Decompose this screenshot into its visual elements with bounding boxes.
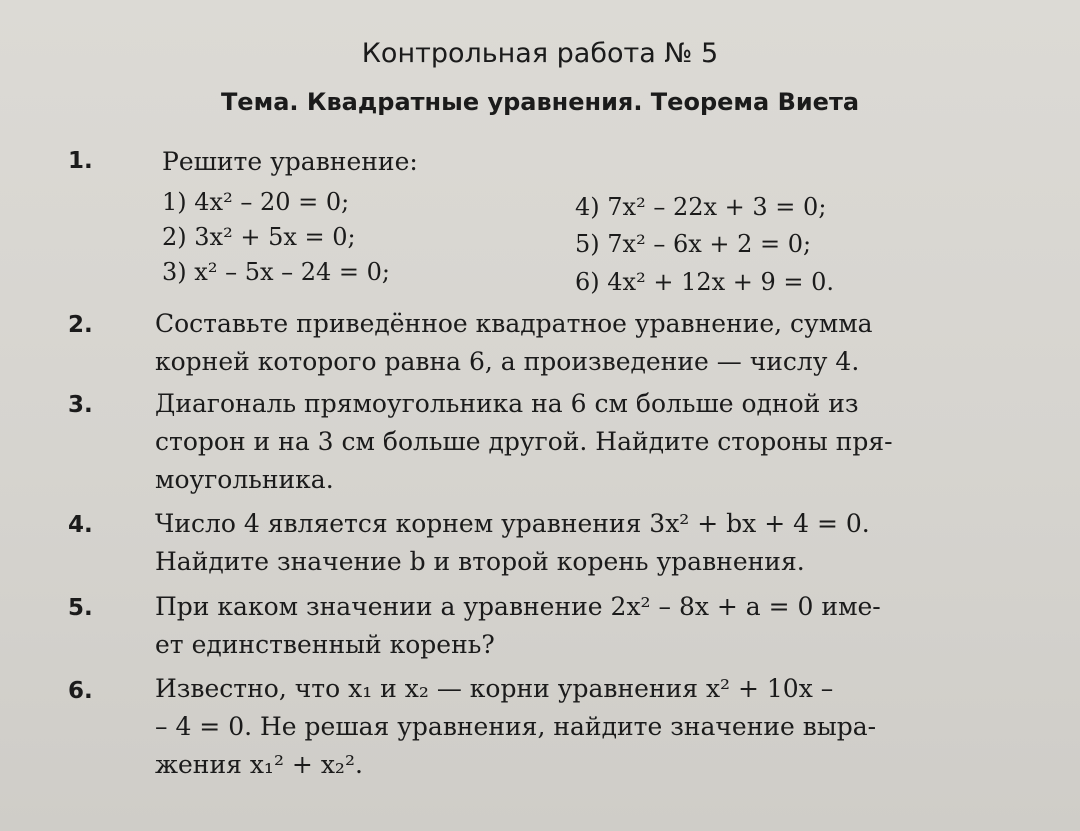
subtitle-topic: Квадратные уравнения. Теорема Виета xyxy=(306,88,860,116)
equation-item xyxy=(575,190,826,225)
task-number: 3. xyxy=(68,392,93,418)
page-title: Контрольная работа № 5 xyxy=(361,38,719,69)
task-text xyxy=(155,505,1040,581)
task-line: – 4 = 0. Не решая уравнения, найдите значение выра- xyxy=(155,712,877,741)
equation-item xyxy=(575,265,834,300)
equation-label: 6) xyxy=(575,268,600,296)
task-line: моугольника. xyxy=(155,465,334,494)
equation-item xyxy=(162,185,349,220)
page-subtitle xyxy=(0,88,1080,116)
equation-label: 4) xyxy=(575,193,600,221)
task-line: Известно, что x₁ и x₂ — корни уравнения x² + 10x – xyxy=(155,674,834,703)
equation-item xyxy=(162,255,390,290)
equation-text: 7x² – 22x + 3 = 0; xyxy=(607,193,827,221)
task-line: сторон и на 3 см больше другой. Найдите стороны пря- xyxy=(155,427,893,456)
task-line: Составьте приведённое квадратное уравнение, сумма xyxy=(155,309,873,338)
equation-text: x² – 5x – 24 = 0; xyxy=(194,258,391,286)
task-number: 2. xyxy=(68,312,93,338)
task-text xyxy=(155,670,1040,784)
task-number: 5. xyxy=(68,595,93,621)
equation-text: 4x² + 12x + 9 = 0. xyxy=(607,268,835,296)
task-intro: Решите уравнение: xyxy=(162,147,418,176)
task-text xyxy=(155,588,1040,664)
equation-label: 1) xyxy=(162,188,187,216)
equation-item xyxy=(575,227,811,262)
task-number: 1. xyxy=(68,148,93,174)
task-number: 6. xyxy=(68,678,93,704)
task-line: Диагональ прямоугольника на 6 см больше одной из xyxy=(155,389,859,418)
equation-text: 7x² – 6x + 2 = 0; xyxy=(607,230,812,258)
equation-text: 3x² + 5x = 0; xyxy=(194,223,356,251)
task-line: При каком значении a уравнение 2x² – 8x + a = 0 име- xyxy=(155,592,881,621)
task-text xyxy=(155,385,1040,499)
subtitle-prefix: Тема. xyxy=(220,88,299,116)
equation-label: 2) xyxy=(162,223,187,251)
equation-item xyxy=(162,220,356,255)
task-line: корней которого равна 6, а произведение — числу 4. xyxy=(155,347,860,376)
task-line: ет единственный корень? xyxy=(155,630,495,659)
task-number: 4. xyxy=(68,512,93,538)
task-line: Найдите значение b и второй корень уравнения. xyxy=(155,547,805,576)
task-line: жения x₁² + x₂². xyxy=(155,750,363,779)
task-line: Число 4 является корнем уравнения 3x² + bx + 4 = 0. xyxy=(155,509,870,538)
equation-text: 4x² – 20 = 0; xyxy=(194,188,350,216)
task-text xyxy=(155,305,1040,381)
equation-label: 5) xyxy=(575,230,600,258)
equation-label: 3) xyxy=(162,258,187,286)
